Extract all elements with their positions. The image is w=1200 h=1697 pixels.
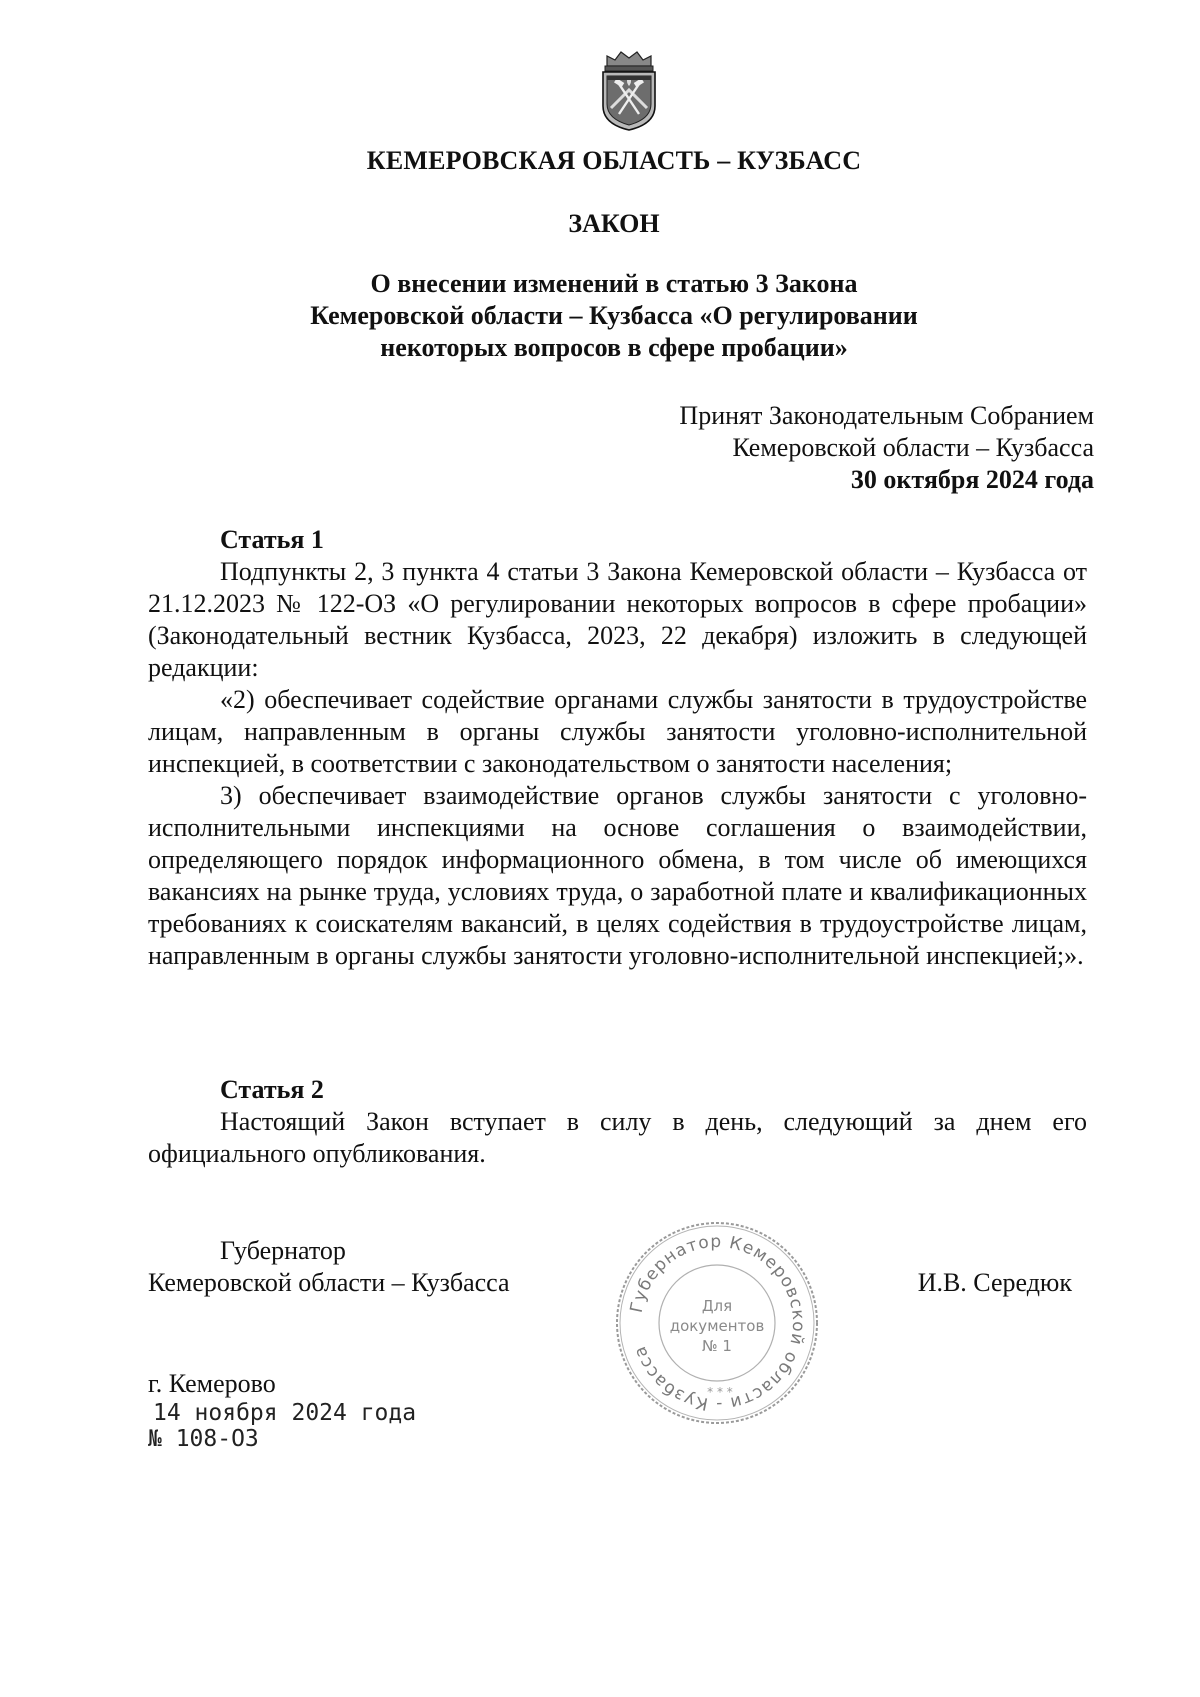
article-1-paragraph-1: Подпункты 2, 3 пункта 4 статьи 3 Закона Кемеровской области – Кузбасса от 21.12.2023 № 122-ОЗ «О регулировании некоторых вопросов в сфере пробации» (Законодательный вестник Кузбасса, 2023, 22 декабря) изложить в следующей редакции:	[148, 557, 1087, 682]
article-2-paragraph-1: Настоящий Закон вступает в силу в день, следующий за днем его официального опубликования.	[148, 1107, 1087, 1168]
article-1-heading: Статья 1	[220, 525, 324, 554]
law-title-line-1: О внесении изменений в статью 3 Закона	[370, 269, 858, 298]
law-title-line-3: некоторых вопросов в сфере пробации»	[380, 333, 848, 362]
coat-of-arms-icon	[593, 48, 665, 132]
article-2	[148, 1074, 1087, 1170]
stamp-center-line-2: документов	[669, 1317, 765, 1335]
registration-date: 14 ноября 2024 года	[153, 1400, 417, 1426]
article-1	[148, 524, 1087, 972]
adoption-line-2: Кемеровской области – Кузбасса	[732, 433, 1094, 462]
article-1-paragraph-3: 3) обеспечивает взаимодействие органов службы занятости с уголовно-исполнительными инспекциями на основе соглашения о взаимодействии, определяющего порядок информационного обмена, в том числе об имеющихся вакансиях на рынке труда, условиях труда, о заработной плате и квалификационных требованиях к соискателям вакансий, в целях содействия в трудоустройстве лицам, направленным в органы службы занятости уголовно-исполнительной инспекцией;».	[148, 781, 1087, 970]
document-type: ЗАКОН	[568, 209, 660, 238]
stamp-center-line-1: Для	[701, 1297, 733, 1315]
stamp-ring-text: Губернатор Кемеровской области - Кузбасса	[626, 1231, 809, 1415]
adoption-line-1: Принят Законодательным Собранием	[679, 401, 1094, 430]
governor-title-line-1: Губернатор	[220, 1236, 346, 1265]
registration-block	[148, 1400, 416, 1452]
governor-title-line-2: Кемеровской области – Кузбасса	[148, 1268, 510, 1297]
law-title	[0, 268, 1200, 364]
article-2-heading: Статья 2	[220, 1075, 324, 1104]
law-title-line-2: Кемеровской области – Кузбасса «О регулировании	[310, 301, 918, 330]
stamp-stars: * * *	[707, 1385, 733, 1399]
adoption-date: 30 октября 2024 года	[850, 465, 1094, 494]
registration-number: № 108-ОЗ	[148, 1426, 259, 1452]
adoption-block	[679, 400, 1094, 496]
official-stamp	[612, 1218, 822, 1428]
governor-name: И.В. Середюк	[917, 1268, 1072, 1297]
governor-title	[148, 1235, 510, 1299]
article-1-paragraph-2: «2) обеспечивает содействие органами службы занятости в трудоустройстве лицам, направленным в органы службы занятости уголовно-исполнительной инспекцией, в соответствии с законодательством о занятости населения;	[148, 685, 1087, 778]
region-title: КЕМЕРОВСКАЯ ОБЛАСТЬ – КУЗБАСС	[366, 146, 862, 175]
stamp-center-line-3: № 1	[702, 1337, 732, 1355]
place-of-signing: г. Кемерово	[148, 1369, 276, 1398]
